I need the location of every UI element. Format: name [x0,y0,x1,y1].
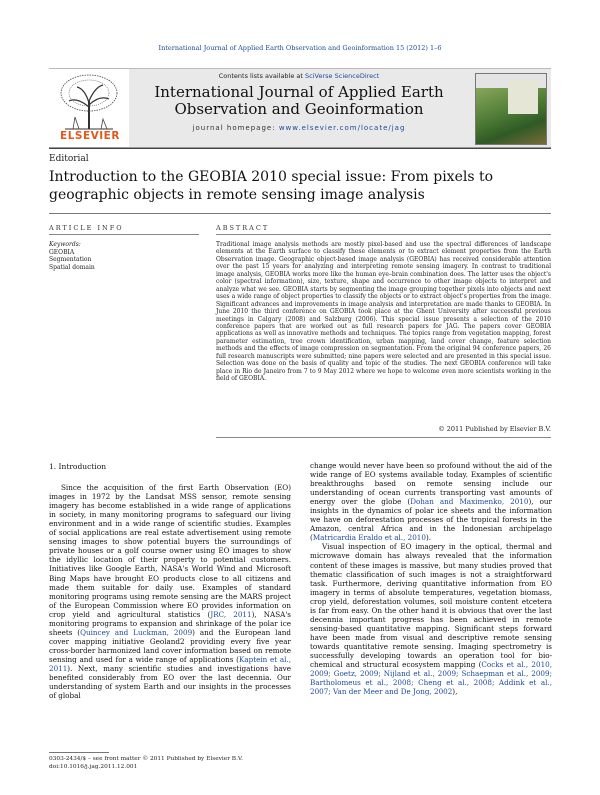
abstract-text: Traditional image analysis methods are mostly pixel-based and use the spectral differences of landscape elements at the Earth surface to classify these elements or to extract element properties from the Earth Observation image. Geographic object-based image analysis (GEOBIA) has received considerable attention over the past 15 years for analyzing and interpreting remote sensing imagery. In contrast to traditional image analysis, GEOBIA works more like the human eye–brain combination does. The latter uses the object's color (spectral information), size, texture, shape and occurrence to other image objects to interpret and analyze what we see. GEOBIA starts by segmenting the image grouping together pixels into objects and next uses a wide range of object properties to classify the objects or to extract object's properties from the image. Significant advances and improvements in image analysis and interpretation are made thanks to GEOBIA. In June 2010 the third conference on GEOBIA took place at the Ghent University after successful previous meetings in Calgary (2008) and Salzburg (2006). This special issue presents a selection of the 2010 conference papers that are worked out as full research papers for JAG. The papers cover GEOBIA applications as well as innovative methods and techniques. The topics range from vegetation mapping, forest parameter estimation, tree crown identification, urban mapping, land cover change, feature selection methods and the effects of image compression on segmentation. From the original 94 conference papers, 26 full research manuscripts were submitted; nine papers were selected and are presented in this special issue. Selection was done on the basis of quality and topic of the studies. The next GEOBIA conference will take place in Rio de Janeiro from 7 to 9 May 2012 where we hope to welcome even more scientists working in the field of GEOBIA. [216,241,551,383]
elsevier-wordmark: ELSEVIER [60,130,120,142]
body-paragraph: Visual inspection of EO imagery in the optical, thermal and microwave domain has always revealed that the information content of these images is massive, but many studies proved that thematic classification of such images is not a straightforward task. Furthermore, deriving quantitative information from EO imagery in terms of absolute temperatures, vegetation biomass, crop yield, deforestation volumes, soil moisture content etcetera is far from easy. On the other hand it is obvious that over the last decennia important progress has been achieved in remote sensing-based quantitative mapping. Significant steps forward have been made from visual and descriptive remote sensing towards quantitative remote sensing. Imaging spectrometry is successfully developing towards an operation tool for bio-chemical and structural ecosystem mapping (Cocks et al., 2010, 2009; Goetz, 2009; Nijland et al., 2009; Schaepman et al., 2009; Bartholomeus et al., 2008; Cheng et al., 2008; Addink et al., 2007; Van der Meer and De Jong, 2002), [310,542,552,697]
body-column-left [49,462,291,700]
citation-link[interactable]: Dohan and Maximenko, 2010 [410,497,529,507]
title-divider [49,213,551,214]
section-heading-introduction: 1. Introduction [49,462,107,471]
abstract-bottom-rule [216,437,551,438]
keywords-heading: Keywords: [49,241,81,248]
citation-link[interactable]: Kaptein et al., 2011 [49,654,291,673]
citation-link[interactable]: Cocks et al., 2010, 2009; Goetz, 2009; Nijland et al., 2009; Schaepman et al., 2009; Bartholomeus et al., 2008; Cheng et al., 2008; Addink et al., 2007; Van der Meer and De Jong, 2002 [310,660,552,697]
journal-masthead [49,68,551,148]
citation-link[interactable]: JRC, 2011 [210,609,252,619]
article-type: Editorial [49,154,89,164]
body-column-right [310,461,552,696]
copyright-notice: © 2011 Published by Elsevier B.V. [438,425,551,433]
footer-rule [49,752,109,753]
keyword-item: Spatial domain [49,263,95,271]
doi-link[interactable]: doi:10.1016/j.jag.2011.12.001 [49,763,138,770]
keyword-item: GEOBIA [49,248,75,256]
body-paragraph: Since the acquisition of the first Earth Observation (EO) images in 1972 by the Landsat MSS sensor, remote sensing imagery has become established in a wide range of applications in society, in many monitoring programs to safeguard our living environment and in a wide range of scientific studies. Examples of social applications are real estate advertisement using remote sensing images to show potential buyers the surroundings of private houses or a golf course owner using EO images to show the idyllic location of their property to potential customers. Initiatives like Google Earth, NASA's World Wind and Microsoft Bing Maps have brought EO products close to all citizens and made them suitable for daily use. Examples of standard monitoring programs using remote sensing are the MARS project of the European Commission where EO provides information on crop yield and agricultural statistics (JRC, 2011), NASA's monitoring programs to expansion and shrinkage of the polar ice sheets (Quincey and Luckman, 2009) and the European land cover mapping initiative Geoland2 providing every five year cross-border harmonized land cover information based on remote sensing and used for a wide range of applications (Kaptein et al., 2011). Next, many scientific studies and investigations have benefited considerably from EO over the last decennia. Our understanding of system Earth and our insights in the processes of global [49,483,291,701]
keywords-block [49,241,189,271]
footer [49,756,349,771]
elsevier-tree-icon [55,71,123,131]
homepage-prefix: journal homepage: [192,124,276,132]
masthead-divider [49,148,551,149]
article-info-rule [49,234,199,235]
body-paragraph: change would never have been so profound without the aid of the wide range of EO systems available today. Examples of scientific breakthroughs based on remote sensing include our understanding of ocean currents transporting vast amounts of energy over the globe (Dohan and Maximenko, 2010), our insights in the dynamics of polar ice sheets and the information we have on deforestation processes of the tropical forests in the Amazon, central Africa and in the Indonesian archipelago (Matricardia Eraldo et al., 2010). [310,461,552,543]
journal-homepage [129,124,469,132]
running-header[interactable]: International Journal of Applied Earth Observation and Geoinformation 15 (2012) 1–6 [158,44,442,52]
keyword-item: Segmentation [49,256,92,263]
abstract-rule [216,234,551,235]
contents-availability [129,72,469,80]
sciencedirect-link[interactable]: SciVerse ScienceDirect [305,72,380,80]
article-title: Introduction to the GEOBIA 2010 special issue: From pixels to geographic objects in remote sensing image analysis [49,169,494,203]
elsevier-logo[interactable] [49,69,129,147]
abstract-heading: ABSTRACT [216,224,270,232]
citation-link[interactable]: Matricardia Eraldo et al., 2010 [312,533,426,543]
journal-cover-thumbnail[interactable] [475,73,547,145]
citation-link[interactable]: Quincey and Luckman, 2009 [80,627,193,637]
issn-line: 0303-2434/$ – see front matter © 2011 Published by Elsevier B.V. [49,756,243,762]
article-info-heading: ARTICLE INFO [49,224,124,232]
journal-title: International Journal of Applied Earth Observation and Geoinformation [154,83,444,118]
contents-prefix: Contents lists available at [218,72,303,80]
homepage-link[interactable]: www.elsevier.com/locate/jag [278,124,406,132]
